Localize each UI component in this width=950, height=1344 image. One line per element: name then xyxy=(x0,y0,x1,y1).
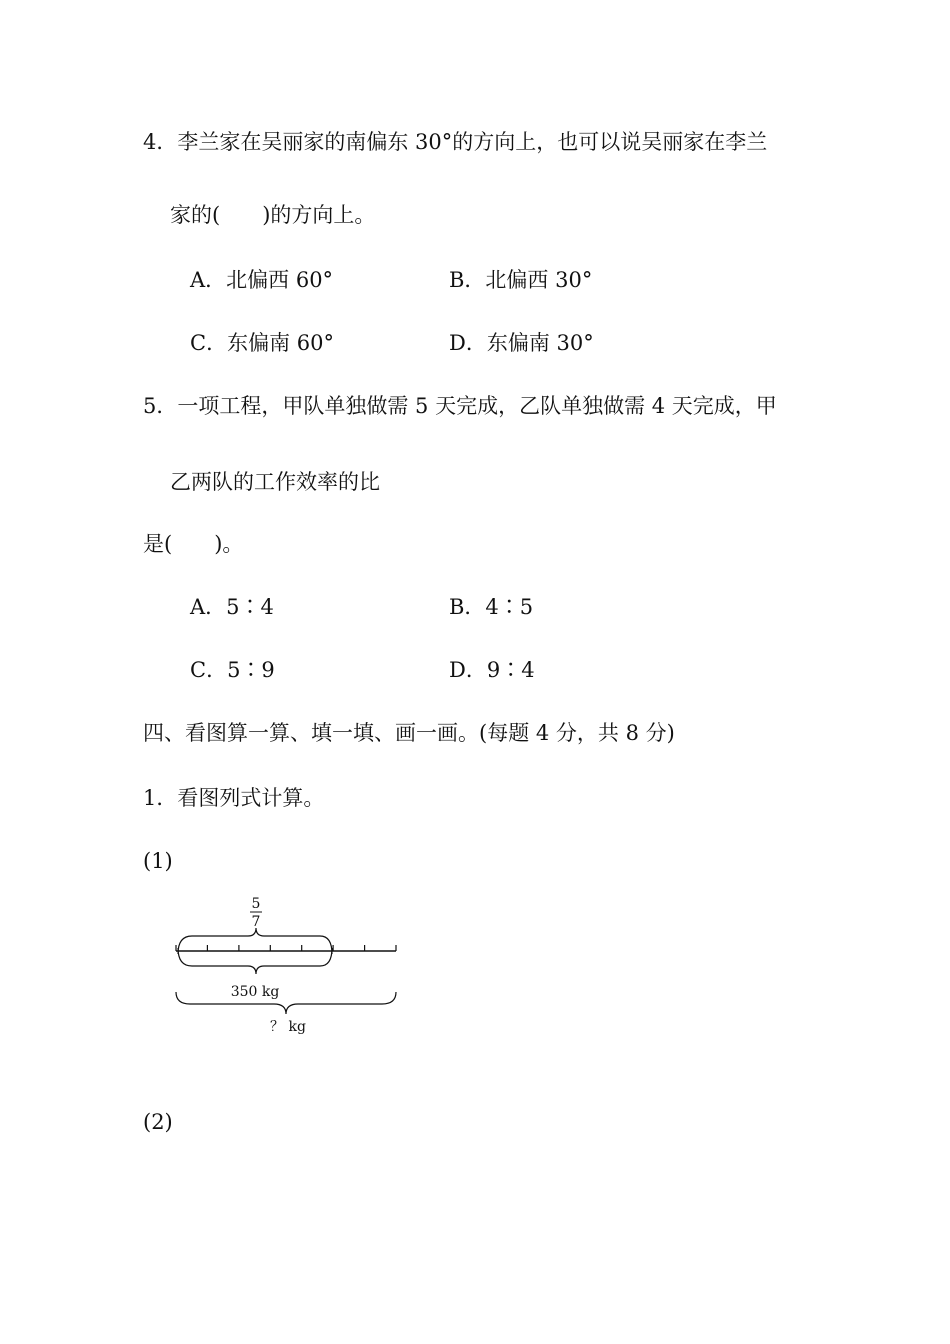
q5-stem-line2: 乙两队的工作效率的比 xyxy=(170,470,380,494)
q5-option-b: B．4∶5 xyxy=(449,595,534,619)
q4-option-d: D．东偏南 30° xyxy=(449,331,594,355)
q4-stem-line1: 4．李兰家在吴丽家的南偏东 30°的方向上，也可以说吴丽家在李兰 xyxy=(143,130,768,154)
tick-marks xyxy=(176,945,396,951)
q5-option-c: C．5∶9 xyxy=(190,658,275,682)
part-label: 350 kg xyxy=(230,984,280,1000)
section4-sub1-label: (1) xyxy=(143,849,173,873)
q5-stem-line1: 5．一项工程，甲队单独做需 5 天完成，乙队单独做需 4 天完成，甲 xyxy=(143,394,777,418)
top-brace xyxy=(178,928,332,954)
fraction-denominator: 7 xyxy=(251,914,261,930)
section4-title: 四、看图算一算、填一填、画一画。(每题 4 分，共 8 分) xyxy=(143,721,675,745)
q5-stem-line3: 是( )。 xyxy=(143,532,244,556)
total-label: ？ kg xyxy=(270,1019,306,1035)
section4-sub2-label: (2) xyxy=(143,1110,173,1134)
fraction-numerator: 5 xyxy=(251,896,261,912)
q5-option-a: A．5∶4 xyxy=(190,595,274,619)
q5-option-d: D．9∶4 xyxy=(449,658,535,682)
segment-diagram xyxy=(170,888,410,1043)
q4-option-b: B．北偏西 30° xyxy=(449,268,593,292)
part-brace xyxy=(178,948,332,974)
q4-option-c: C．东偏南 60° xyxy=(190,331,334,355)
total-brace xyxy=(176,992,396,1014)
q4-stem-line2: 家的( )的方向上。 xyxy=(170,203,376,227)
section4-item1: 1．看图列式计算。 xyxy=(143,786,325,810)
q4-option-a: A．北偏西 60° xyxy=(190,268,334,292)
